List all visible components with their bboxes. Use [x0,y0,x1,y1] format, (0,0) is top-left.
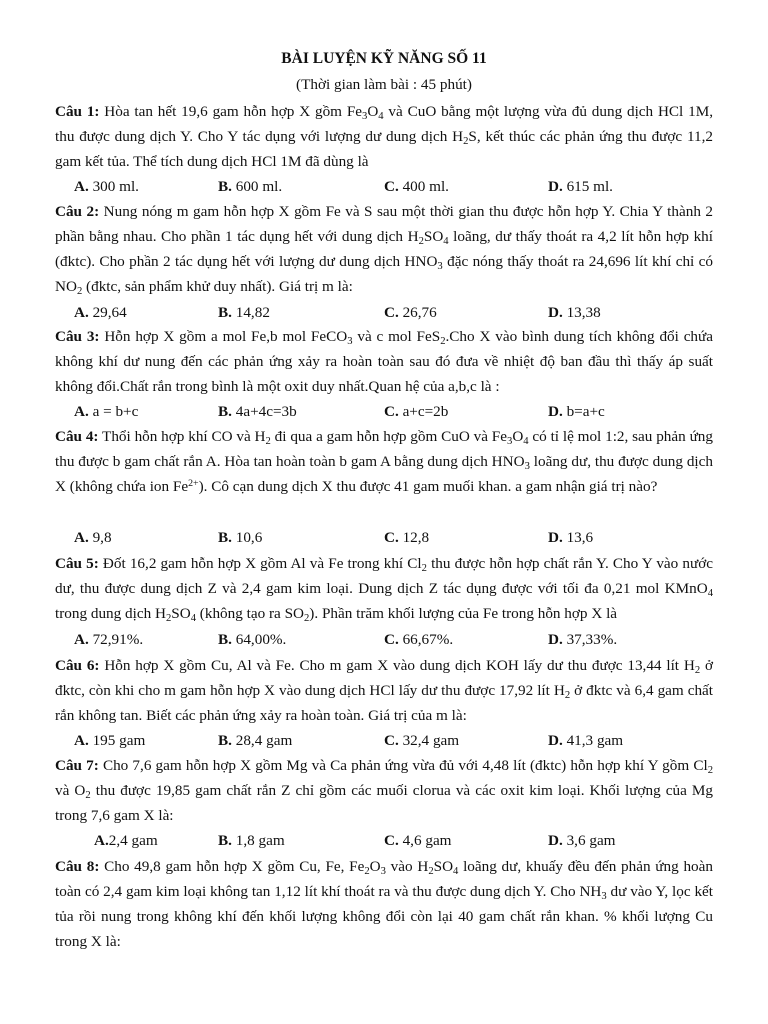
option-d[interactable]: D. 13,6 [548,529,594,546]
answer-options [0,627,768,652]
option-b[interactable]: B. 10,6 [218,529,263,546]
option-c[interactable]: C. a+c=2b [384,403,449,420]
question-label: Câu 1: [55,103,100,120]
question-6: Câu 6: Hỗn hợp X gồm Cu, Al và Fe. Cho m gam X vào dung dịch KOH lấy dư thu được 13,44 lít $H_2$ ở đktc, còn khi cho m gam hỗn hợp X vào dung dịch HCl lấy dư thu được 17,92 lít $H_2$ ở đktc và 6,4 gam chất rắn không tan. Biết các phản ứng xảy ra hoàn toàn. Giá trị của m là: [55,657,713,724]
question-label: Câu 8: [55,858,100,875]
question-8: Câu 8: Cho 49,8 gam hỗn hợp X gồm Cu, Fe, $Fe_2O_3$ vào $H_2SO_4$ loãng dư, khuấy đều đến phản ứng hoàn toàn có 2,4 gam kim loại không tan 1,12 lít khí thoát ra và thu được dung dịch Y. Cho $NH_3$ dư vào Y, lọc kết tủa rồi nung trong không khí đến khối lượng không đổi còn lại 40 gam chất rắn khan. % khối lượng Cu trong X là: [55,858,713,950]
page-subtitle: (Thời gian làm bài : 45 phút) [296,76,472,93]
option-d[interactable]: D. 37,33%. [548,631,618,648]
option-a[interactable]: A. 72,91%. [74,631,144,648]
option-d[interactable]: D. b=a+c [548,403,605,420]
question-5: Câu 5: Đốt 16,2 gam hỗn hợp X gồm Al và Fe trong khí $Cl_2$ thu được hỗn hợp chất rắn Y. Cho Y vào nước dư, thu được dung dịch Z và 2,4 gam kim loại. Dung dịch Z tác dụng được với tối đa 0,21 mol KMnO$_4$ trong dung dịch $H_2SO_4$ (không tạo ra $SO_2$). Phần trăm khối lượng của Fe trong hỗn hợp X là [55,555,713,625]
question-7: Câu 7: Cho 7,6 gam hỗn hợp X gồm Mg và Ca phản ứng vừa đủ với 4,48 lít (đktc) hỗn hợp khí Y gồm $Cl_2$ và $O_2$ thu được 19,85 gam chất rắn Z chỉ gồm các muối clorua và các oxit kim loại. Khối lượng của Mg trong 7,6 gam X là: [55,757,713,824]
option-c[interactable]: C. 4,6 gam [384,832,452,849]
question-4: Câu 4: Thổi hỗn hợp khí CO và $H_2$ đi qua a gam hỗn hợp gồm CuO và $Fe_3O_4$ có tỉ lệ mol 1:2, sau phản ứng thu được b gam chất rắn A. Hòa tan hoàn toàn b gam A bằng dung dịch $HNO_3$ loãng dư, thu được dung dịch X (không chứa ion $Fe^{2+}$). Cô cạn dung dịch X thu được 41 gam muối khan. a gam nhận giá trị nào? [55,428,713,495]
option-c[interactable]: C. 32,4 gam [384,732,460,749]
question-label: Câu 5: [55,555,99,572]
option-a[interactable]: A. a = b+c [74,403,139,420]
option-d[interactable]: D. 41,3 gam [548,732,624,749]
question-label: Câu 4: [55,428,99,445]
option-c[interactable]: C. 26,76 [384,304,437,321]
answer-options [0,174,768,199]
answer-options [0,399,768,424]
answer-options [0,828,768,853]
option-b[interactable]: B. 28,4 gam [218,732,293,749]
answer-options [0,728,768,753]
option-b[interactable]: B. 64,00%. [218,631,287,648]
option-b[interactable]: B. 1,8 gam [218,832,285,849]
option-c[interactable]: C. 66,67%. [384,631,454,648]
question-label: Câu 3: [55,328,100,345]
option-a[interactable]: A. 9,8 [74,529,112,546]
answer-options [0,300,768,325]
option-c[interactable]: C. 12,8 [384,529,430,546]
option-a[interactable]: A. 195 gam [74,732,146,749]
option-c[interactable]: C. 400 ml. [384,178,449,195]
question-2: Câu 2: Nung nóng m gam hỗn hợp X gồm Fe và S sau một thời gian thu được hỗn hợp Y. Chia Y thành 2 phần bằng nhau. Cho phần 1 tác dụng hết với dung dịch $H_2SO_4$ loãng, dư thấy thoát ra 4,2 lít hỗn hợp khí (đktc). Cho phần 2 tác dụng hết với lượng dư dung dịch $HNO_3$ đặc nóng thấy thoát ra 24,696 lít khí chỉ có $NO_2$ (đktc, sản phẩm khử duy nhất). Giá trị m là: [55,203,713,298]
option-d[interactable]: D. 3,6 gam [548,832,616,849]
option-a[interactable]: A.2,4 gam [94,832,158,849]
option-b[interactable]: B. 600 ml. [218,178,283,195]
question-label: Câu 7: [55,757,99,774]
question-1: Câu 1: Hòa tan hết 19,6 gam hỗn hợp X gồm $Fe_3O_4$ và CuO bằng một lượng vừa đủ dung dịch HCl 1M, thu được dung dịch Y. Cho Y tác dụng với lượng dư dung dịch $H_2S$, kết thúc các phản ứng thu được 11,2 gam kết tủa. Thể tích dung dịch HCl 1M đã dùng là [55,103,713,170]
option-b[interactable]: B. 4a+4c=3b [218,403,297,420]
option-b[interactable]: B. 14,82 [218,304,270,321]
option-a[interactable]: A. 29,64 [74,304,127,321]
option-d[interactable]: D. 615 ml. [548,178,613,195]
option-a[interactable]: A. 300 ml. [74,178,139,195]
option-d[interactable]: D. 13,38 [548,304,601,321]
question-label: Câu 6: [55,657,100,674]
page-title: BÀI LUYỆN KỸ NĂNG SỐ 11 [281,50,487,67]
answer-options [0,525,768,550]
question-label: Câu 2: [55,203,100,220]
question-3: Câu 3: Hỗn hợp X gồm a mol Fe,b mol FeCO$_3$ và c mol FeS$_2$.Cho X vào bình dung tích không đổi chứa không khí dư nung đến các phản ứng xảy ra hoàn toàn sau đó đưa về nhiệt độ ban đầu thì thấy áp suất không đổi.Chất rắn trong bình là một oxit duy nhất.Quan hệ của a,b,c là : [55,328,714,395]
